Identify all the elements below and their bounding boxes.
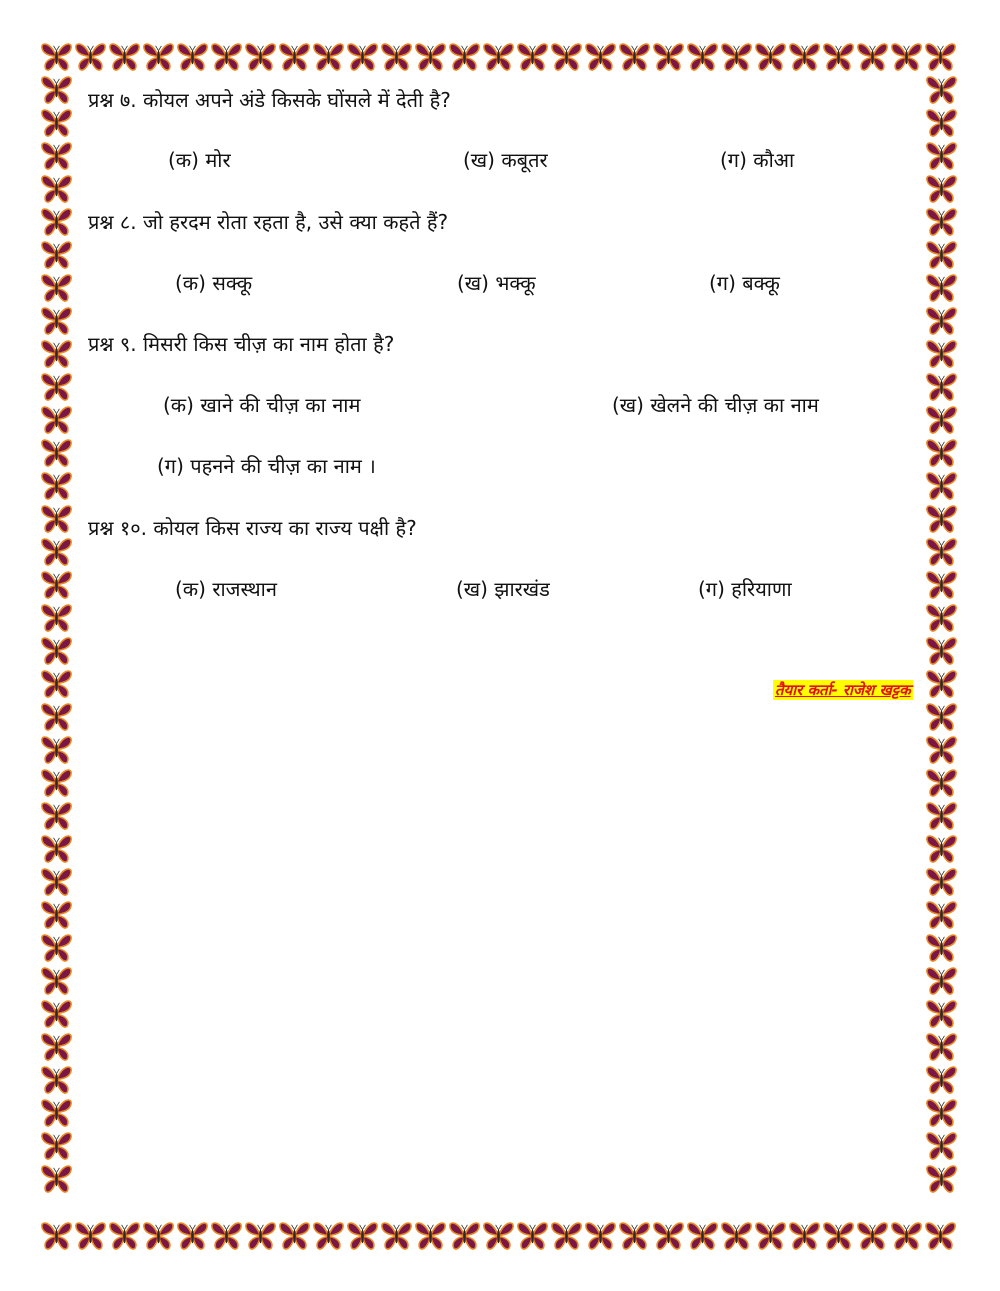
question-7-option-c: (ग) कौआ xyxy=(720,148,795,172)
question-9-option-c: (ग) पहनने की चीज़ का नाम । xyxy=(157,454,376,478)
question-9-option-b: (ख) खेलने की चीज़ का नाम xyxy=(612,393,819,417)
question-10-option-a: (क) राजस्थान xyxy=(175,577,277,601)
question-9-option-a: (क) खाने की चीज़ का नाम xyxy=(163,393,361,417)
question-7-option-a: (क) मोर xyxy=(168,148,231,172)
author-credit: तैयार कर्ता- राजेश खट्टक xyxy=(775,681,911,699)
question-8-option-c: (ग) बक्कू xyxy=(709,271,780,295)
question-9: प्रश्न ९. मिसरी किस चीज़ का नाम होता है? xyxy=(88,332,395,356)
question-8-option-a: (क) सक्कू xyxy=(175,271,253,295)
question-10-option-c: (ग) हरियाणा xyxy=(698,577,792,601)
question-8-option-b: (ख) भक्कू xyxy=(457,271,536,295)
question-10: प्रश्न १०. कोयल किस राज्य का राज्य पक्षी है? xyxy=(88,516,417,540)
question-8: प्रश्न ८. जो हरदम रोता रहता है, उसे क्या कहते हैं? xyxy=(88,210,449,234)
question-7: प्रश्न ७. कोयल अपने अंडे किसके घोंसले में देती है? xyxy=(88,88,451,112)
question-10-option-b: (ख) झारखंड xyxy=(456,577,550,601)
question-7-option-b: (ख) कबूतर xyxy=(463,148,548,172)
